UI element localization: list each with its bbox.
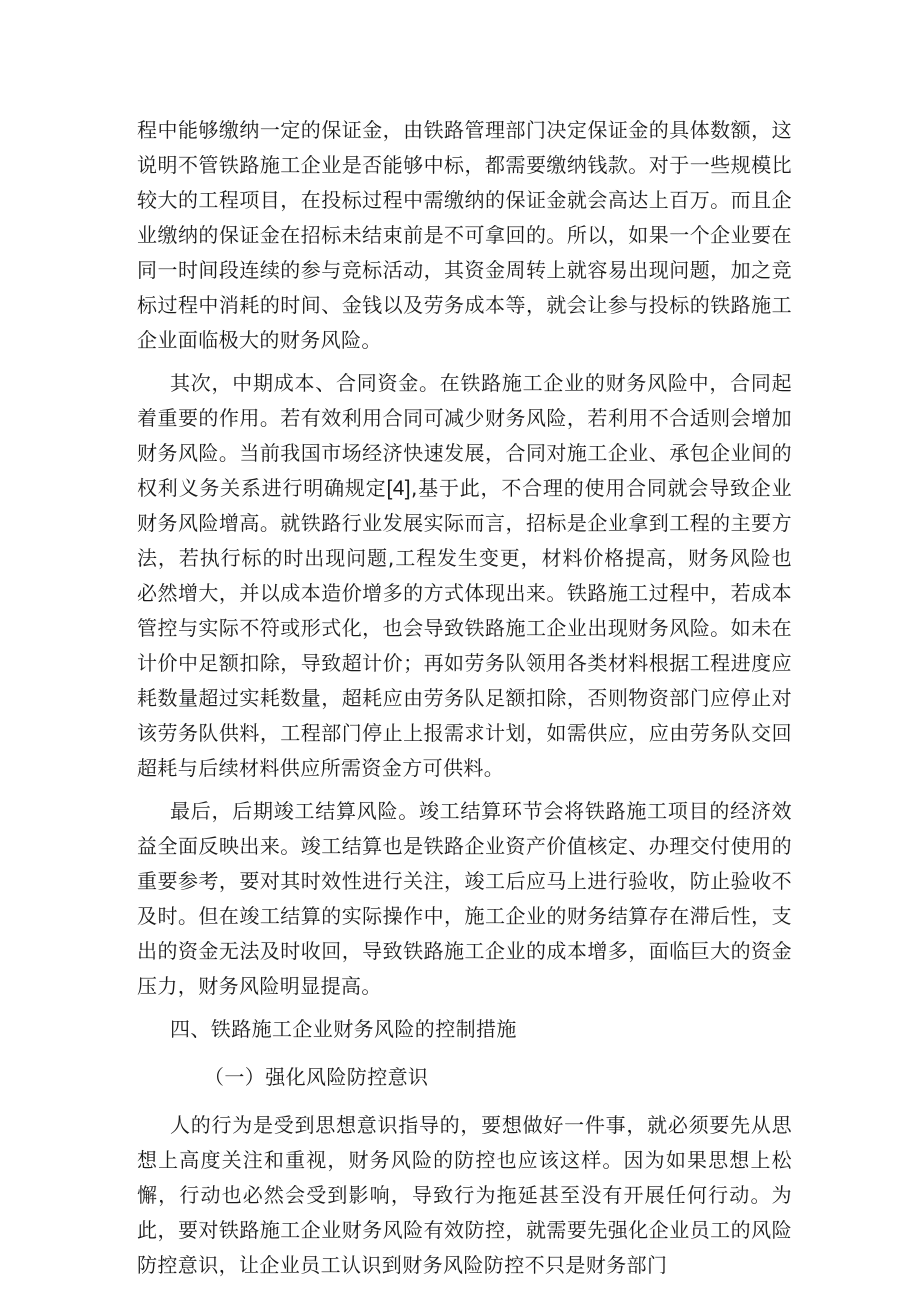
paragraph-final-settlement: 最后，后期竣工结算风险。竣工结算环节会将铁路施工项目的经济效益全面反映出来。竣工结算也是铁路企业资产价值核定、办理交付使用的重要参考，要对其时效性进行关注，竣工后应马上进行验收，防止验收不及时。但在竣工结算的实际操作中，施工企业的财务结算存在滞后性，支出的资金无法及时收回，导致铁路施工企业的成本增多，面临巨大的资金压力，财务风险明显提高。 bbox=[137, 799, 792, 998]
paragraph-mid-term-cost bbox=[137, 366, 792, 786]
section-heading-control-measures: 四、铁路施工企业财务风险的控制措施 bbox=[170, 1017, 517, 1041]
document-body bbox=[137, 113, 792, 1291]
paragraph-risk-awareness: 人的行为是受到思想意识指导的，要想做好一件事，就必须要先从思想上高度关注和重视，财务风险的防控也应该这样。因为如果思想上松懈，行动也必然会受到影响，导致行为拖延甚至没有开展任何行动。为此，要对铁路施工企业财务风险有效防控，就需要先强化企业员工的风险防控意识，让企业员工认识到财务风险防控不只是财务部门 bbox=[137, 1113, 792, 1277]
paragraph-mid-term-cost-part1: 其次，中期成本、合同资金。在铁路施工企业的财务风险中，合同起着重要的作用。若有效利用合同可减少财务风险，若利用不合适则会增加财务风险。当前我国市场经济快速发展，合同对施工企业、承包企业间的权利义务关系进行明确规定 bbox=[137, 371, 792, 500]
citation-marker: [4] bbox=[386, 477, 412, 500]
paragraph-mid-term-cost-part2: ,基于此，不合理的使用合同就会导致企业财务风险增高。就铁路行业发展实际而言，招标是企业拿到工程的主要方法，若执行标的时出现问题,工程发生变更，材料价格提高，财务风险也必然增大，并以成本造价增多的方式体现出来。铁路施工过程中，若成本管控与实际不符或形式化，也会导致铁路施工企业出现财务风险。如未在计价中足额扣除，导致超计价；再如劳务队领用各类材料根据工程进度应耗数量超过实耗数量，超耗应由劳务队足额扣除，否则物资部门应停止对该劳务队供料，工程部门停止上报需求计划，如需供应，应由劳务队交回超耗与后续材料供应所需资金方可供料。 bbox=[137, 476, 792, 780]
paragraph-bid-bond: 程中能够缴纳一定的保证金，由铁路管理部门决定保证金的具体数额，这说明不管铁路施工企业是否能够中标，都需要缴纳钱款。对于一些规模比较大的工程项目，在投标过程中需缴纳的保证金就会高达上百万。而且企业缴纳的保证金在招标未结束前是不可拿回的。所以，如果一个企业要在同一时间段连续的参与竞标活动，其资金周转上就容易出现问题，加之竞标过程中消耗的时间、金钱以及劳务成本等，就会让参与投标的铁路施工企业面临极大的财务风险。 bbox=[137, 118, 792, 352]
subsection-heading-risk-awareness: （一）强化风险防控意识 bbox=[204, 1065, 429, 1089]
